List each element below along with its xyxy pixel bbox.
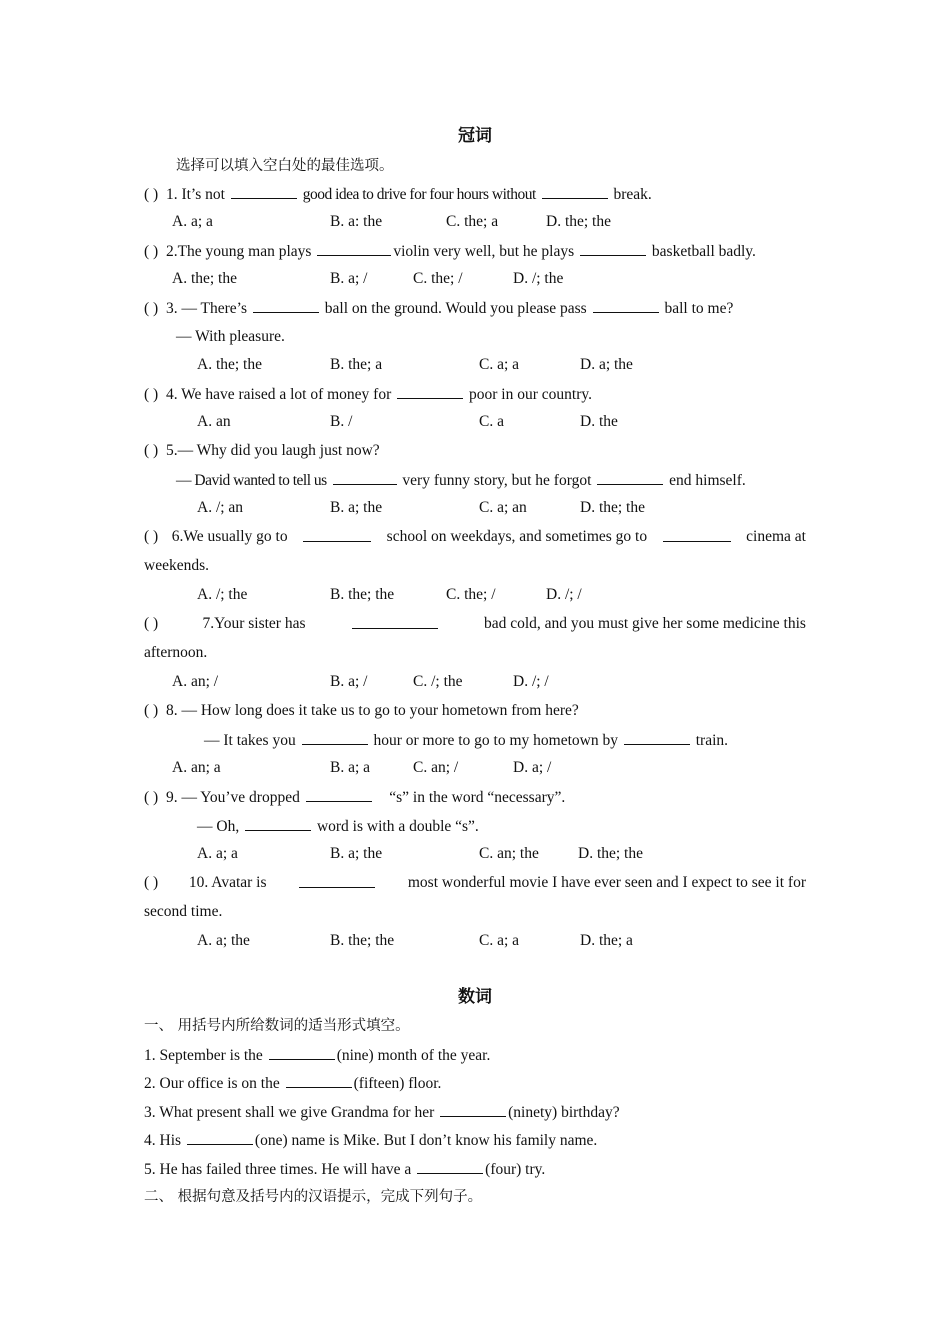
option-d: D. /; the <box>513 270 564 287</box>
answer-blank <box>231 184 297 199</box>
question-4: ( ) 4. We have raised a lot of money for poor in our country. <box>144 386 592 403</box>
question-8-reply: — It takes you hour or more to go to my hometown by train. <box>204 732 729 749</box>
answer-blank <box>593 298 659 313</box>
numeral-item-3: 3. What present shall we give Grandma for her (ninety) birthday? <box>144 1104 620 1121</box>
option-b: B. / <box>330 413 353 430</box>
numerals-section-2-heading: 二、 根据句意及括号内的汉语提示，完成下列句子。 <box>144 1189 483 1205</box>
answer-blank <box>286 1073 352 1088</box>
option-b: B. the; the <box>330 932 395 949</box>
question-8: ( ) 8. — How long does it take us to go to your hometown from here? <box>144 702 579 719</box>
answer-blank <box>440 1102 506 1117</box>
question-6-continued: weekends. <box>144 557 209 574</box>
question-2: ( ) 2.The young man plays violin very well, but he plays basketball badly. <box>144 243 756 260</box>
option-c: C. an; the <box>479 845 539 862</box>
answer-paren: ( ) <box>144 186 159 203</box>
option-c: C. a <box>479 413 504 430</box>
answer-blank <box>397 384 463 399</box>
option-c: C. a; an <box>479 499 527 516</box>
option-a: A. the; the <box>197 356 262 373</box>
answer-blank <box>624 730 690 745</box>
option-d: D. a; / <box>513 759 552 776</box>
option-a: A. an; a <box>172 759 221 776</box>
numeral-item-1: 1. September is the (nine) month of the year. <box>144 1047 491 1064</box>
question-10: ( ) 10. Avatar is most wonderful movie I have ever seen and I expect to see it for <box>144 874 806 891</box>
option-b: B. a; / <box>330 270 368 287</box>
answer-blank <box>352 614 438 629</box>
answer-blank <box>245 816 311 831</box>
answer-blank <box>417 1159 483 1174</box>
numeral-item-4: 4. His (one) name is Mike. But I don’t know his family name. <box>144 1132 598 1149</box>
articles-instruction: 选择可以填入空白处的最佳选项。 <box>176 158 394 174</box>
option-d: D. a; the <box>580 356 633 373</box>
option-d: D. the; a <box>580 932 633 949</box>
answer-blank <box>269 1045 335 1060</box>
option-c: C. an; / <box>413 759 459 776</box>
question-10-continued: second time. <box>144 903 223 920</box>
option-d: D. the <box>580 413 618 430</box>
option-b: B. a; the <box>330 845 383 862</box>
answer-blank <box>306 787 372 802</box>
option-a: A. a; a <box>172 213 213 230</box>
answer-blank <box>187 1130 253 1145</box>
question-9: ( ) 9. — You’ve dropped “s” in the word “necessary”. <box>144 789 566 806</box>
answer-blank <box>253 298 319 313</box>
option-b: B. a; the <box>330 499 383 516</box>
question-5: ( ) 5.— Why did you laugh just now? <box>144 442 380 459</box>
question-1: ( ) 1. It’s not good idea to drive for four hours without break. <box>144 186 652 203</box>
question-3-reply: — With pleasure. <box>176 328 285 345</box>
option-d: D. /; / <box>546 586 582 603</box>
option-c: C. the; a <box>446 213 499 230</box>
answer-blank <box>299 873 375 888</box>
option-d: D. the; the <box>546 213 611 230</box>
question-6: ( ) 6.We usually go to school on weekdays, and sometimes go to cinema at <box>144 528 806 545</box>
answer-blank <box>333 470 397 485</box>
option-d: D. the; the <box>578 845 643 862</box>
section-title-articles: 冠词 <box>458 126 492 146</box>
option-c: C. /; the <box>413 673 463 690</box>
answer-blank <box>663 527 731 542</box>
option-c: C. a; a <box>479 356 520 373</box>
option-b: B. a; / <box>330 673 368 690</box>
option-b: B. the; a <box>330 356 383 373</box>
question-5-reply: — David wanted to tell us very funny story, but he forgot end himself. <box>176 472 746 489</box>
question-9-reply: — Oh, word is with a double “s”. <box>197 818 479 835</box>
answer-blank <box>302 730 368 745</box>
option-a: A. an <box>197 413 231 430</box>
option-a: A. a; the <box>197 932 250 949</box>
section-title-numerals: 数词 <box>458 987 492 1007</box>
option-d: D. the; the <box>580 499 645 516</box>
question-3: ( ) 3. — There’s ball on the ground. Would you please pass ball to me? <box>144 300 734 317</box>
option-c: C. the; / <box>446 586 496 603</box>
question-7-continued: afternoon. <box>144 644 208 661</box>
option-d: D. /; / <box>513 673 549 690</box>
answer-blank <box>580 241 646 256</box>
option-b: B. a; a <box>330 759 371 776</box>
option-b: B. a: the <box>330 213 383 230</box>
option-a: A. a; a <box>197 845 238 862</box>
option-a: A. an; / <box>172 673 219 690</box>
option-a: A. /; the <box>197 586 248 603</box>
answer-blank <box>303 527 371 542</box>
numeral-item-2: 2. Our office is on the (fifteen) floor. <box>144 1075 442 1092</box>
option-c: C. the; / <box>413 270 463 287</box>
numerals-section-1-heading: 一、 用括号内所给数词的适当形式填空。 <box>144 1018 410 1034</box>
option-a: A. the; the <box>172 270 237 287</box>
answer-blank <box>542 184 608 199</box>
answer-blank <box>317 241 391 256</box>
option-c: C. a; a <box>479 932 520 949</box>
question-7: ( ) 7.Your sister has bad cold, and you must give her some medicine this <box>144 615 806 632</box>
option-a: A. /; an <box>197 499 244 516</box>
option-b: B. the; the <box>330 586 395 603</box>
answer-blank <box>597 470 663 485</box>
numeral-item-5: 5. He has failed three times. He will have a (four) try. <box>144 1161 546 1178</box>
